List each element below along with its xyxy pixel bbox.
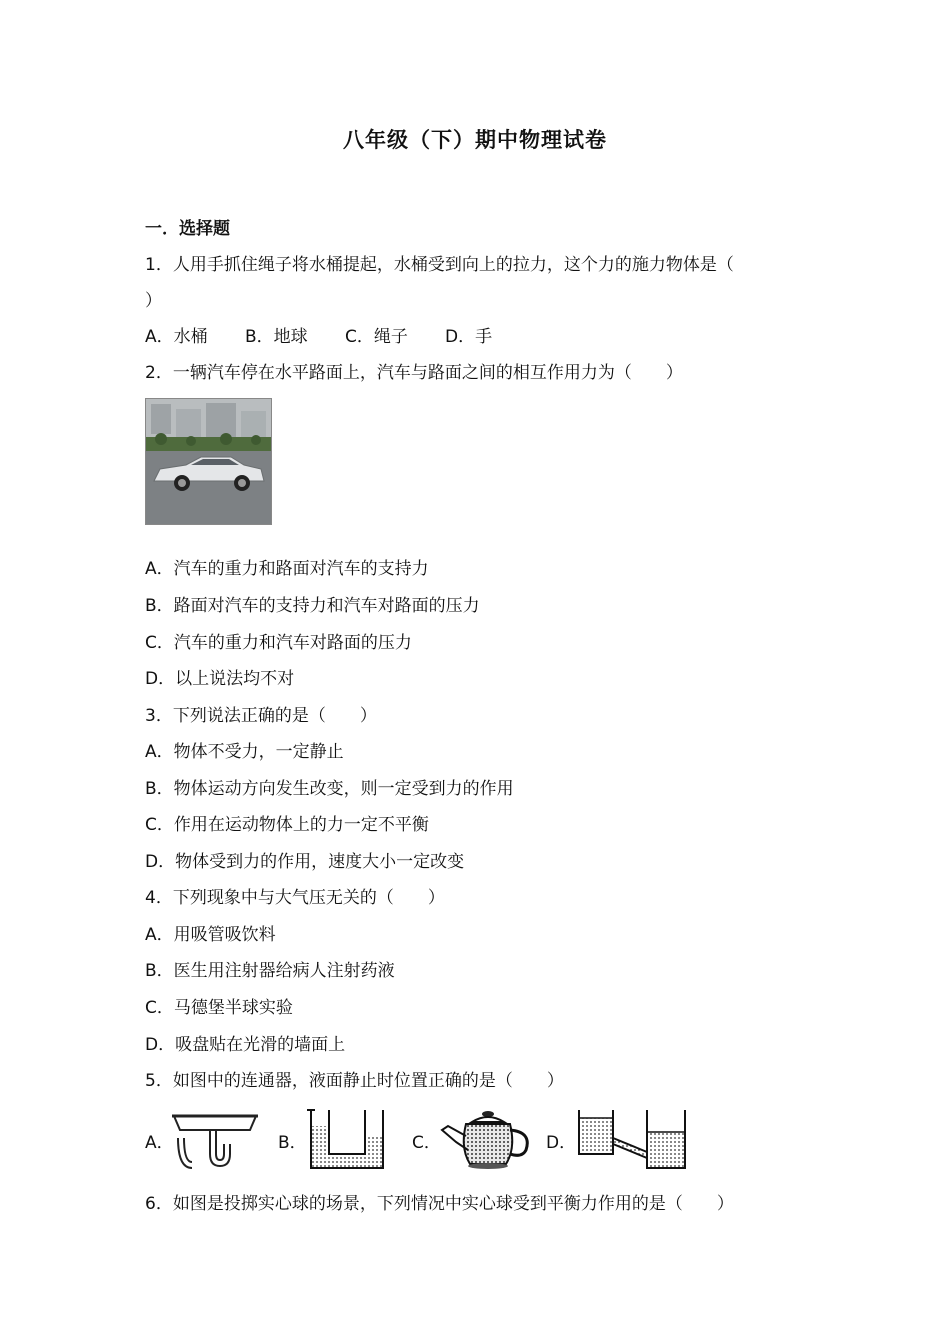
question-4-option-a: A．用吸管吸饮料 — [145, 925, 276, 945]
question-2-option-c: C．汽车的重力和汽车对路面的压力 — [145, 633, 412, 653]
question-4-option-c: C．马德堡半球实验 — [145, 998, 293, 1018]
question-1-stem-continued: ） — [145, 291, 162, 311]
option-c: C．绳子 — [345, 327, 408, 347]
question-4-option-b: B．医生用注射器给病人注射药液 — [145, 961, 395, 981]
question-3-stem: 3．下列说法正确的是（ ） — [145, 706, 377, 726]
question-5-label-b: B． — [278, 1133, 307, 1153]
question-2-stem: 2．一辆汽车停在水平路面上，汽车与路面之间的相互作用力为（ ） — [145, 363, 683, 383]
question-3-option-c: C．作用在运动物体上的力一定不平衡 — [145, 815, 429, 835]
section-heading: 一．选择题 — [145, 219, 230, 239]
question-5-stem: 5．如图中的连通器，液面静止时位置正确的是（ ） — [145, 1071, 564, 1091]
connected-containers-figure — [573, 1108, 689, 1172]
question-3-option-b: B．物体运动方向发生改变，则一定受到力的作用 — [145, 779, 514, 799]
page-title: 八年级（下）期中物理试卷 — [343, 128, 607, 152]
option-d: D．手 — [445, 327, 493, 347]
car-image — [146, 399, 271, 524]
question-3-option-a: A．物体不受力，一定静止 — [145, 742, 344, 762]
question-2-option-a: A．汽车的重力和路面对汽车的支持力 — [145, 559, 429, 579]
question-2-option-d: D．以上说法均不对 — [145, 669, 295, 689]
question-1-options — [145, 326, 492, 348]
question-5-label-d: D． — [546, 1133, 577, 1153]
u-tube-figure — [303, 1108, 389, 1172]
question-3-option-d: D．物体受到力的作用，速度大小一定改变 — [145, 852, 465, 872]
teapot-figure — [438, 1108, 536, 1172]
question-6-stem: 6．如图是投掷实心球的场景，下列情况中实心球受到平衡力作用的是（ ） — [145, 1194, 734, 1214]
question-5-label-a: A． — [145, 1133, 174, 1153]
car-photo — [145, 398, 272, 525]
option-a: A．水桶 — [145, 327, 208, 347]
question-4-stem: 4．下列现象中与大气压无关的（ ） — [145, 888, 445, 908]
option-b: B．地球 — [245, 327, 308, 347]
question-2-option-b: B．路面对汽车的支持力和汽车对路面的压力 — [145, 596, 480, 616]
question-5-label-c: C． — [412, 1133, 441, 1153]
question-4-option-d: D．吸盘贴在光滑的墙面上 — [145, 1035, 346, 1055]
sink-drain-figure — [170, 1108, 260, 1172]
question-1-stem: 1．人用手抓住绳子将水桶提起，水桶受到向上的拉力，这个力的施力物体是（ — [145, 255, 734, 275]
